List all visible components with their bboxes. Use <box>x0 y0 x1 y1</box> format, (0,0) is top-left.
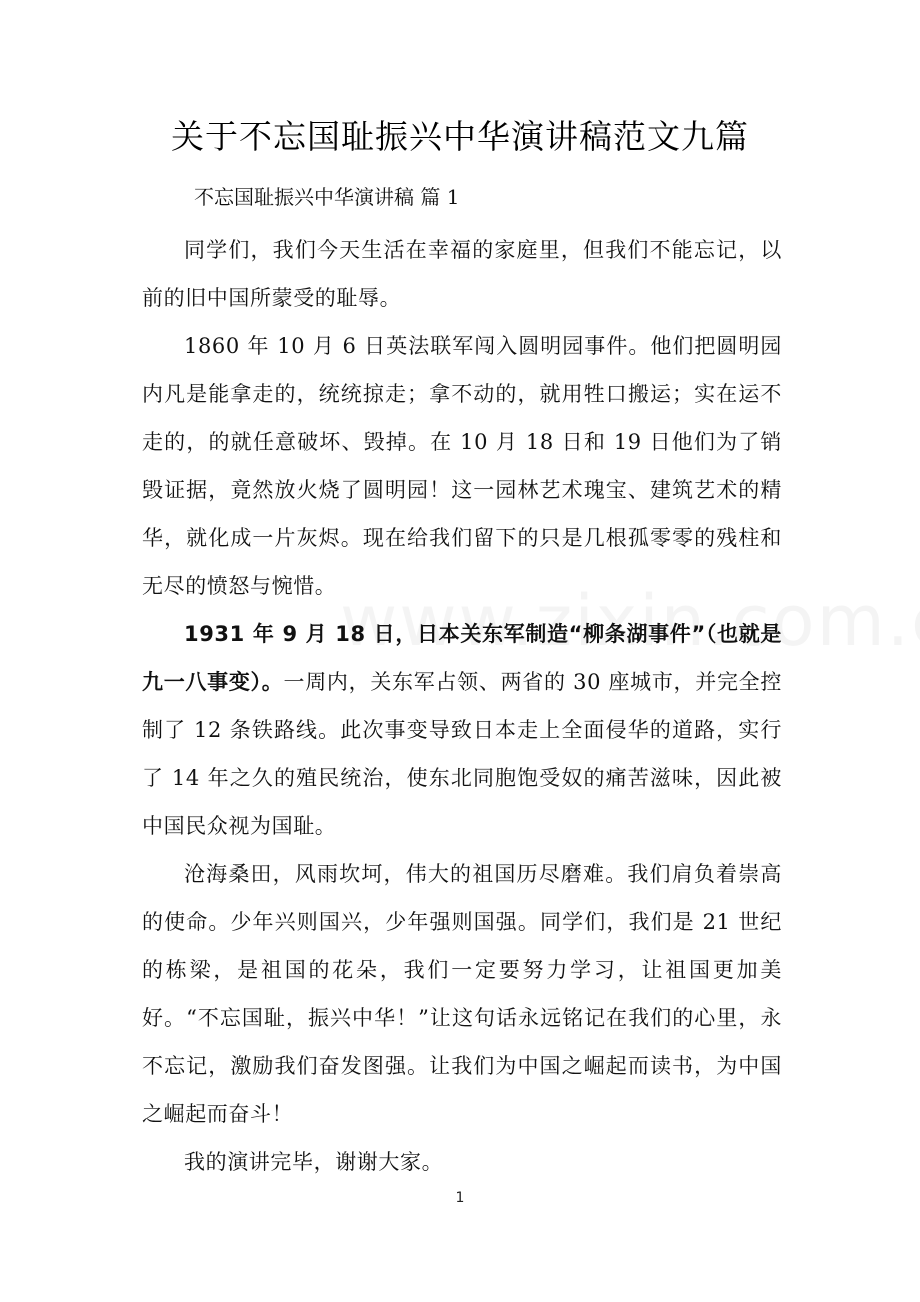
paragraph-2 <box>142 322 782 610</box>
paragraph-4 <box>142 850 782 1138</box>
section-subtitle: 不忘国耻振兴中华演讲稿 篇 1 <box>194 185 460 209</box>
paragraph-3-text: 一周内，关东军占领、两省的 30 座城市，并完全控制了 12 条铁路线。此次事变导致日本走上全面侵华的道路，实行了 14 年之久的殖民统治，使东北同胞饱受奴的痛苦滋味，因此被中国民众视为国耻。 <box>142 670 782 838</box>
paragraph-5-text: 我的演讲完毕，谢谢大家。 <box>184 1150 444 1174</box>
body-text <box>142 226 782 1186</box>
paragraph-4-text: 沧海桑田，风雨坎坷，伟大的祖国历尽磨难。我们肩负着崇高的使命。少年兴则国兴，少年强则国强。同学们，我们是 21 世纪的栋梁，是祖国的花朵，我们一定要努力学习，让祖国更加美好。“不忘国耻，振兴中华！”让这句话永远铭记在我们的心里，永不忘记，激励我们奋发图强。让我们为中国之崛起而读书，为中国之崛起而奋斗！ <box>142 862 782 1126</box>
paragraph-5 <box>142 1138 782 1186</box>
paragraph-2-text: 1860 年 10 月 6 日英法联军闯入圆明园事件。他们把圆明园内凡是能拿走的，统统掠走；拿不动的，就用牲口搬运；实在运不走的，的就任意破坏、毁掉。在 10 月 18 日和 19 日他们为了销毁证据，竟然放火烧了圆明园！这一园林艺术瑰宝、建筑艺术的精华，就化成一片灰烬。现在给我们留下的只是几根孤零零的残柱和无尽的愤怒与惋惜。 <box>142 334 782 598</box>
paragraph-1-text: 同学们，我们今天生活在幸福的家庭里，但我们不能忘记，以前的旧中国所蒙受的耻辱。 <box>142 238 782 310</box>
document-title: 关于不忘国耻振兴中华演讲稿范文九篇 <box>171 117 749 156</box>
page-number: 1 <box>455 1190 465 1206</box>
paragraph-3 <box>142 610 782 850</box>
paragraph-3-bold: 1931 年 9 月 18 日，日本关东军制造“柳条湖事件”（也就是九一八事变）。 <box>142 622 782 694</box>
paragraph-1 <box>142 226 782 322</box>
